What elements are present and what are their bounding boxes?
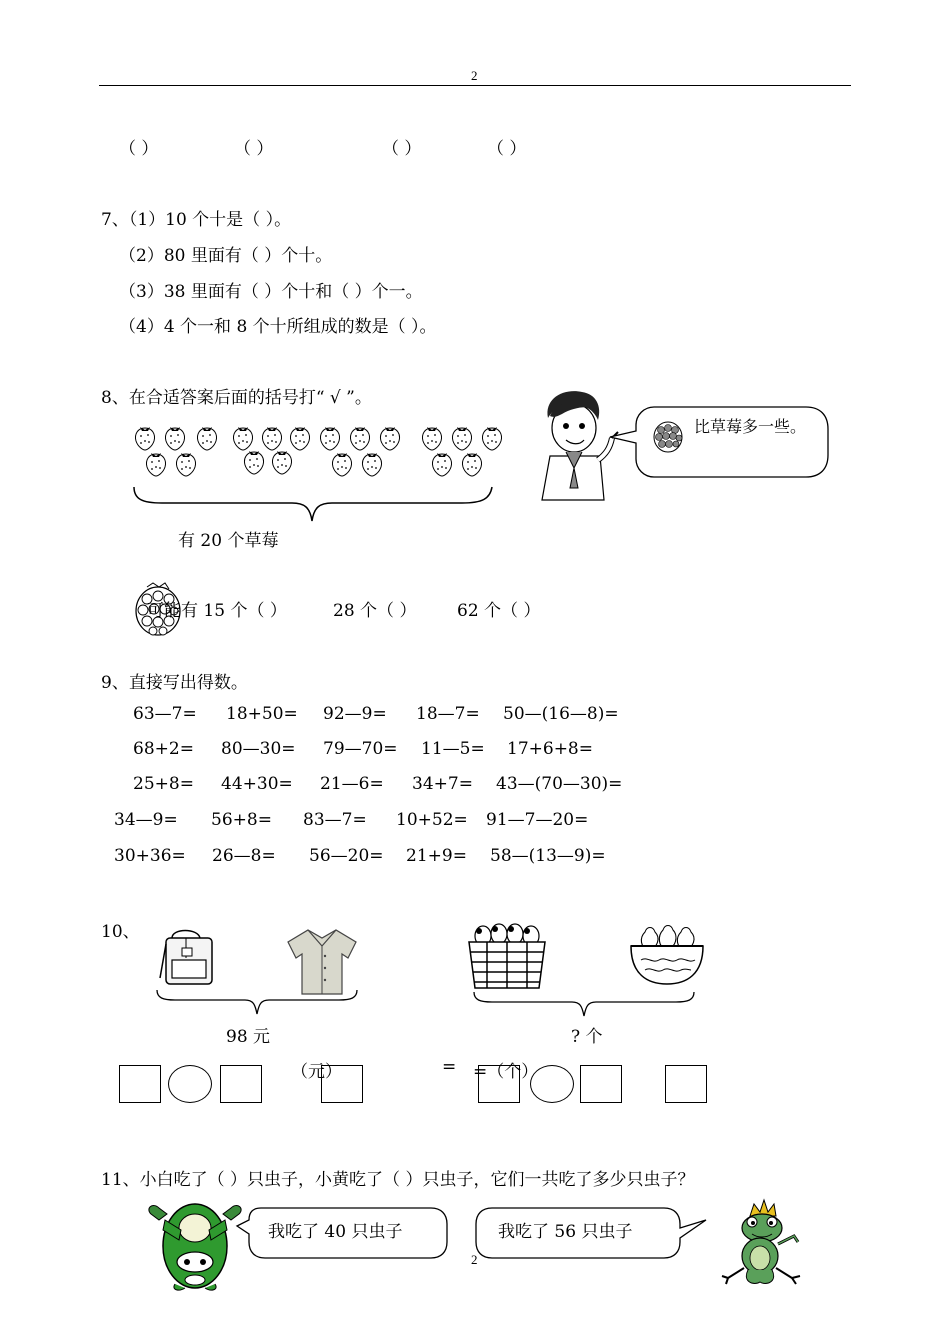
q11-title: 11、小白吃了（ ）只虫子，小黄吃了（ ）只虫子，它们一共吃了多少只虫子？ xyxy=(101,1170,695,1190)
calc-item: 17+6+8= xyxy=(507,739,593,759)
answer-box[interactable] xyxy=(580,1065,622,1103)
calc-item: 44+30= xyxy=(221,774,293,794)
q11-speech-left: 我吃了 40 只虫子 xyxy=(268,1222,403,1242)
answer-paren-1: （ ） xyxy=(119,139,159,159)
q8-brace-label: 有 20 个草莓 xyxy=(178,531,279,551)
pear-baskets-icon xyxy=(465,916,550,996)
brace-icon xyxy=(132,485,494,525)
brace-icon xyxy=(472,990,697,1020)
calc-item: 63—7= xyxy=(133,704,197,724)
pear-bowl-icon xyxy=(627,918,707,988)
calc-item: 43—(70—30)= xyxy=(496,774,623,794)
q7-item-2: （2）80 里面有（ ）个十。 xyxy=(119,246,333,266)
calc-item: 92—9= xyxy=(323,704,387,724)
calc-item: 34+7= xyxy=(412,774,473,794)
calc-item: 56+8= xyxy=(211,810,272,830)
calc-item: 26—8= xyxy=(212,846,276,866)
answer-paren-4: （ ） xyxy=(487,139,527,159)
calc-item: 11—5= xyxy=(421,739,485,759)
calc-item: 25+8= xyxy=(133,774,194,794)
frog-prince-icon xyxy=(718,1198,808,1290)
q10-right-total: ? 个 xyxy=(571,1027,603,1047)
calc-item: 83—7= xyxy=(303,810,367,830)
calc-item: 50—(16—8)= xyxy=(503,704,619,724)
calc-item: 18+50= xyxy=(226,704,298,724)
q11-speech-right: 我吃了 56 只虫子 xyxy=(498,1222,633,1242)
raspberry-icon xyxy=(650,418,686,454)
q7-item-4: （4）4 个一和 8 个十所组成的数是（ ）。 xyxy=(119,317,437,337)
header-page-number: 2 xyxy=(471,68,478,83)
q9-title: 9、直接写出得数。 xyxy=(101,673,248,693)
answer-paren-3: （ ） xyxy=(382,139,422,159)
calc-item: 80—30= xyxy=(221,739,296,759)
backpack-icon xyxy=(158,926,220,988)
calc-item: 68+2= xyxy=(133,739,194,759)
operator-circle[interactable] xyxy=(168,1065,212,1103)
answer-box[interactable] xyxy=(220,1065,262,1103)
calc-item: 30+36= xyxy=(114,846,186,866)
operator-circle[interactable] xyxy=(530,1065,574,1103)
answer-box[interactable] xyxy=(119,1065,161,1103)
calc-item: 58—(13—9)= xyxy=(490,846,606,866)
answer-box[interactable] xyxy=(665,1065,707,1103)
frog-left-icon xyxy=(145,1200,245,1292)
q8-speech-text: 比草莓多一些。 xyxy=(694,417,807,436)
calc-item: 10+52= xyxy=(396,810,468,830)
q10-unit-left: （元） xyxy=(291,1062,342,1082)
brace-icon xyxy=(155,988,360,1018)
q8-option-15: 可能有 15 个（ ） xyxy=(147,601,287,621)
q8-option-28: 28 个（ ） xyxy=(333,601,417,621)
calc-item: 56—20= xyxy=(309,846,384,866)
q10-equals: = xyxy=(442,1057,457,1077)
answer-box[interactable] xyxy=(321,1065,363,1103)
footer-page-number: 2 xyxy=(471,1252,478,1267)
q10-unit-right: =（个） xyxy=(473,1062,539,1082)
q10-left-total: 98 元 xyxy=(226,1027,271,1047)
q8-option-62: 62 个（ ） xyxy=(457,601,541,621)
q10-label: 10、 xyxy=(101,922,140,942)
strawberry-groups-image xyxy=(130,422,510,482)
calc-item: 91—7—20= xyxy=(486,810,589,830)
calc-item: 21+9= xyxy=(406,846,467,866)
q7-title: 7、（1）10 个十是（ ）。 xyxy=(101,210,292,230)
header-rule xyxy=(99,85,851,86)
q8-title: 8、在合适答案后面的括号打“ √ ”。 xyxy=(101,388,372,408)
calc-item: 18—7= xyxy=(416,704,480,724)
answer-paren-2: （ ） xyxy=(234,139,274,159)
calc-item: 79—70= xyxy=(323,739,398,759)
calc-item: 21—6= xyxy=(320,774,384,794)
calc-item: 34—9= xyxy=(114,810,178,830)
q7-item-3: （3）38 里面有（ ）个十和（ ）个一。 xyxy=(119,282,423,302)
answer-box[interactable] xyxy=(478,1065,520,1103)
